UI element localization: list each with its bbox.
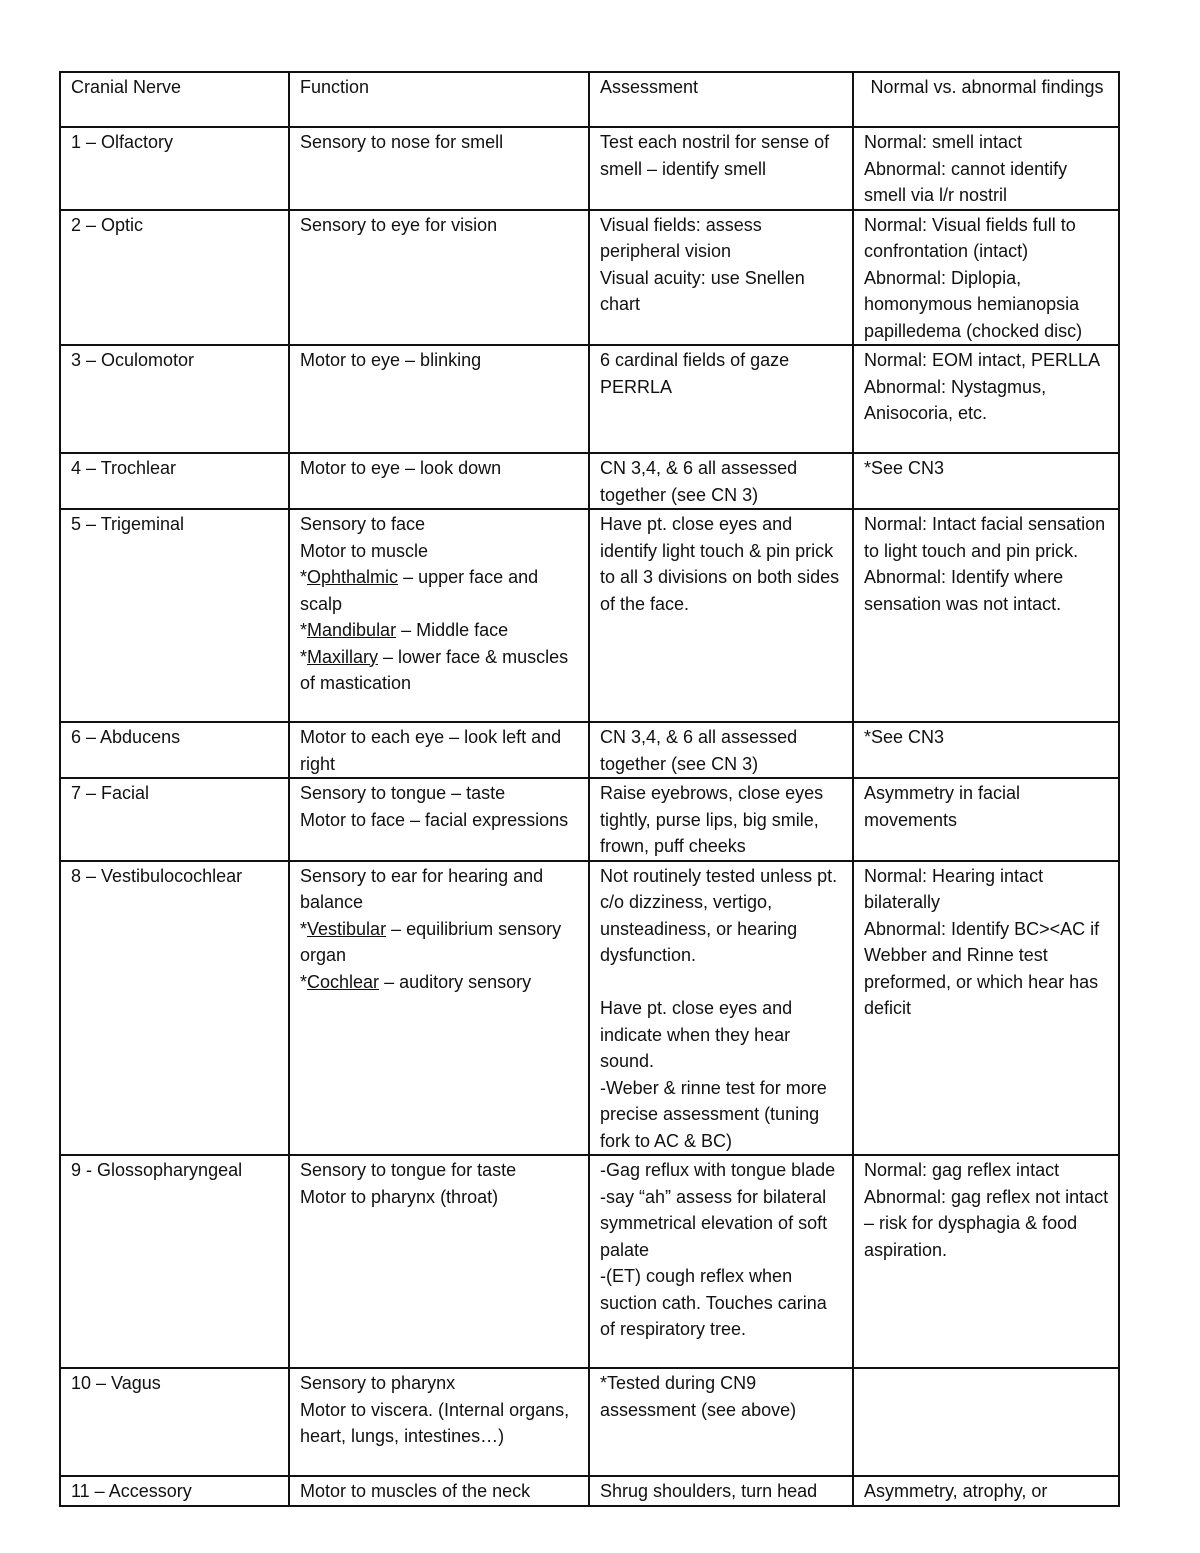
function-cell: Motor to muscles of the neck xyxy=(289,1476,589,1506)
function-cell: Sensory to eye for vision xyxy=(289,210,589,346)
table-row xyxy=(60,127,1119,210)
function-cell: Sensory to pharynx Motor to viscera. (Internal organs, heart, lungs, intestines…) xyxy=(289,1368,589,1476)
table-row xyxy=(60,1368,1119,1476)
findings-cell xyxy=(853,1368,1119,1476)
findings-cell: Normal: smell intact Abnormal: cannot identify smell via l/r nostril xyxy=(853,127,1119,210)
nerve-cell: 6 – Abducens xyxy=(60,722,289,778)
function-cell: Sensory to nose for smell xyxy=(289,127,589,210)
function-cell: Sensory to face Motor to muscle *Ophthalmic – upper face and scalp *Mandibular – Middle face *Maxillary – lower face & muscles of mastication xyxy=(289,509,589,722)
table-row xyxy=(60,861,1119,1156)
nerve-cell: 1 – Olfactory xyxy=(60,127,289,210)
assessment-cell: -Gag reflux with tongue blade -say “ah” assess for bilateral symmetrical elevation of soft palate -(ET) cough reflex when suction cath. Touches carina of respiratory tree. xyxy=(589,1155,853,1368)
assessment-cell: Shrug shoulders, turn head xyxy=(589,1476,853,1506)
table-row xyxy=(60,509,1119,722)
division-maxillary: *Maxillary – lower face & muscles of mastication xyxy=(300,646,574,693)
function-cell: Motor to each eye – look left and right xyxy=(289,722,589,778)
assessment-cell: Not routinely tested unless pt. c/o dizziness, vertigo, unsteadiness, or hearing dysfunction. Have pt. close eyes and indicate when they hear sound. -Weber & rinne test for more precise assessment (tuning fork to AC & BC) xyxy=(589,861,853,1156)
function-cell: Motor to eye – look down xyxy=(289,453,589,509)
table-row xyxy=(60,778,1119,861)
division-ophthalmic: *Ophthalmic – upper face and scalp xyxy=(300,567,544,614)
nerve-cell: 3 – Oculomotor xyxy=(60,345,289,453)
function-cell: Sensory to ear for hearing and balance *Vestibular – equilibrium sensory organ *Cochlear – auditory sensory xyxy=(289,861,589,1156)
function-cell: Motor to eye – blinking xyxy=(289,345,589,453)
findings-cell: Normal: EOM intact, PERLLA Abnormal: Nystagmus, Anisocoria, etc. xyxy=(853,345,1119,453)
division-mandibular: *Mandibular – Middle face xyxy=(300,620,509,640)
table-row xyxy=(60,453,1119,509)
assessment-cell: CN 3,4, & 6 all assessed together (see CN 3) xyxy=(589,722,853,778)
function-cell: Sensory to tongue for taste Motor to pharynx (throat) xyxy=(289,1155,589,1368)
findings-cell: *See CN3 xyxy=(853,453,1119,509)
nerve-cell: 10 – Vagus xyxy=(60,1368,289,1476)
nerve-cell: 4 – Trochlear xyxy=(60,453,289,509)
function-cell: Sensory to tongue – taste Motor to face – facial expressions xyxy=(289,778,589,861)
table-header-row xyxy=(60,72,1119,127)
findings-cell: Normal: Hearing intact bilaterally Abnormal: Identify BC><AC if Webber and Rinne test preformed, or which hear has deficit xyxy=(853,861,1119,1156)
assessment-cell: Test each nostril for sense of smell – identify smell xyxy=(589,127,853,210)
assessment-cell: Have pt. close eyes and identify light touch & pin prick to all 3 divisions on both sides of the face. xyxy=(589,509,853,722)
assessment-cell: Visual fields: assess peripheral vision Visual acuity: use Snellen chart xyxy=(589,210,853,346)
nerve-cell: 5 – Trigeminal xyxy=(60,509,289,722)
findings-cell: Normal: Intact facial sensation to light touch and pin prick. Abnormal: Identify where sensation was not intact. xyxy=(853,509,1119,722)
findings-cell: Asymmetry, atrophy, or xyxy=(853,1476,1119,1506)
header-function: Function xyxy=(289,72,589,127)
division-vestibular: *Vestibular – equilibrium sensory organ xyxy=(300,918,567,965)
table-row xyxy=(60,210,1119,346)
table-row xyxy=(60,722,1119,778)
header-findings: Normal vs. abnormal findings xyxy=(853,72,1119,127)
nerve-cell: 7 – Facial xyxy=(60,778,289,861)
assessment-cell: *Tested during CN9 assessment (see above) xyxy=(589,1368,853,1476)
division-cochlear: *Cochlear – auditory sensory xyxy=(300,971,532,992)
findings-cell: Normal: Visual fields full to confrontation (intact) Abnormal: Diplopia, homonymous hemianopsia papilledema (chocked disc) xyxy=(853,210,1119,346)
findings-cell: Normal: gag reflex intact Abnormal: gag reflex not intact – risk for dysphagia & food aspiration. xyxy=(853,1155,1119,1368)
header-assessment: Assessment xyxy=(589,72,853,127)
assessment-cell: Raise eyebrows, close eyes tightly, purse lips, big smile, frown, puff cheeks xyxy=(589,778,853,861)
findings-cell: Asymmetry in facial movements xyxy=(853,778,1119,861)
assessment-cell: CN 3,4, & 6 all assessed together (see CN 3) xyxy=(589,453,853,509)
cranial-nerve-table xyxy=(59,71,1120,1507)
header-cranial-nerve: Cranial Nerve xyxy=(60,72,289,127)
nerve-cell: 2 – Optic xyxy=(60,210,289,346)
table-row xyxy=(60,1476,1119,1506)
table-row xyxy=(60,345,1119,453)
assessment-cell: 6 cardinal fields of gaze PERRLA xyxy=(589,345,853,453)
nerve-cell: 9 - Glossopharyngeal xyxy=(60,1155,289,1368)
nerve-cell: 8 – Vestibulocochlear xyxy=(60,861,289,1156)
table-row xyxy=(60,1155,1119,1368)
nerve-cell: 11 – Accessory xyxy=(60,1476,289,1506)
findings-cell: *See CN3 xyxy=(853,722,1119,778)
